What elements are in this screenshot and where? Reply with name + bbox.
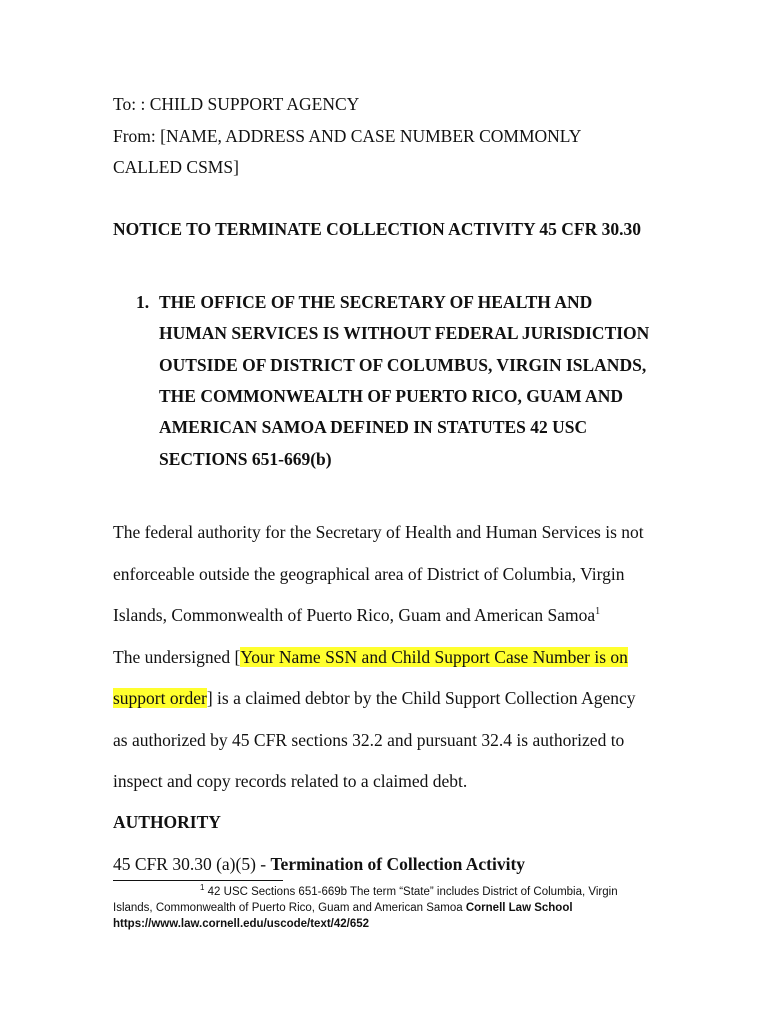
paragraph-2-line-3: as authorized by 45 CFR sections 32.2 and pursuant 32.4 is authorized to	[113, 730, 625, 750]
authority-citation-title: Termination of Collection Activity	[270, 854, 526, 874]
paragraph-1-line-3-text: Islands, Commonwealth of Puerto Rico, Guam and American Samoa	[113, 605, 596, 625]
authority-citation-prefix: 45 CFR 30.30 (a)(5) -	[113, 854, 271, 874]
paragraph-1-line-3	[113, 605, 600, 625]
from-line-2: CALLED CSMS]	[113, 157, 239, 177]
notice-title: NOTICE TO TERMINATE COLLECTION ACTIVITY 45 CFR 30.30	[113, 219, 642, 239]
paragraph-1-line-2: enforceable outside the geographical area of District of Columbia, Virgin	[113, 564, 625, 584]
highlighted-placeholder-2: support order	[113, 688, 207, 708]
item-number: 1.	[136, 292, 150, 312]
authority-citation	[113, 854, 525, 874]
paragraph-1-line-1: The federal authority for the Secretary of Health and Human Services is not	[113, 522, 644, 542]
paragraph-2-prefix: The undersigned [	[113, 647, 241, 667]
paragraph-2-line-4: inspect and copy records related to a claimed debt.	[113, 771, 468, 791]
footnote-link[interactable]	[113, 917, 369, 931]
footnote-separator	[113, 880, 283, 881]
to-line: To: : CHILD SUPPORT AGENCY	[113, 94, 360, 114]
footnote-reference[interactable]: 1	[595, 606, 601, 618]
paragraph-2-line-1	[113, 647, 628, 667]
item-line-2: HUMAN SERVICES IS WITHOUT FEDERAL JURISDICTION	[159, 323, 650, 343]
item-line-4: THE COMMONWEALTH OF PUERTO RICO, GUAM AND	[159, 386, 623, 406]
item-line-1: THE OFFICE OF THE SECRETARY OF HEALTH AND	[159, 292, 593, 312]
item-line-3: OUTSIDE OF DISTRICT OF COLUMBUS, VIRGIN ISLANDS,	[159, 355, 647, 375]
footnote-source-name: Cornell Law School	[465, 902, 573, 914]
footnote-line-1-text: 42 USC Sections 651-669b The term “State” includes District of Columbia, Virgin	[207, 886, 618, 898]
footnote-url[interactable]: https://www.law.cornell.edu/uscode/text/42/652	[113, 918, 370, 930]
authority-heading: AUTHORITY	[113, 812, 221, 832]
item-line-5: AMERICAN SAMOA DEFINED IN STATUTES 42 USC	[159, 417, 588, 437]
footnote-marker: 1	[200, 883, 205, 893]
from-line-1: From: [NAME, ADDRESS AND CASE NUMBER COMMONLY	[113, 126, 582, 146]
paragraph-2-line-2	[113, 688, 636, 708]
footnote-line-2	[113, 901, 573, 915]
paragraph-2-line-2-suffix: ] is a claimed debtor by the Child Support Collection Agency	[206, 688, 636, 708]
footnote-line-1	[200, 885, 618, 899]
highlighted-placeholder-1: Your Name SSN and Child Support Case Number is on	[240, 647, 628, 667]
item-line-6: SECTIONS 651-669(b)	[159, 449, 332, 469]
footnote-line-2-text: Islands, Commonwealth of Puerto Rico, Guam and American Samoa	[113, 902, 466, 914]
